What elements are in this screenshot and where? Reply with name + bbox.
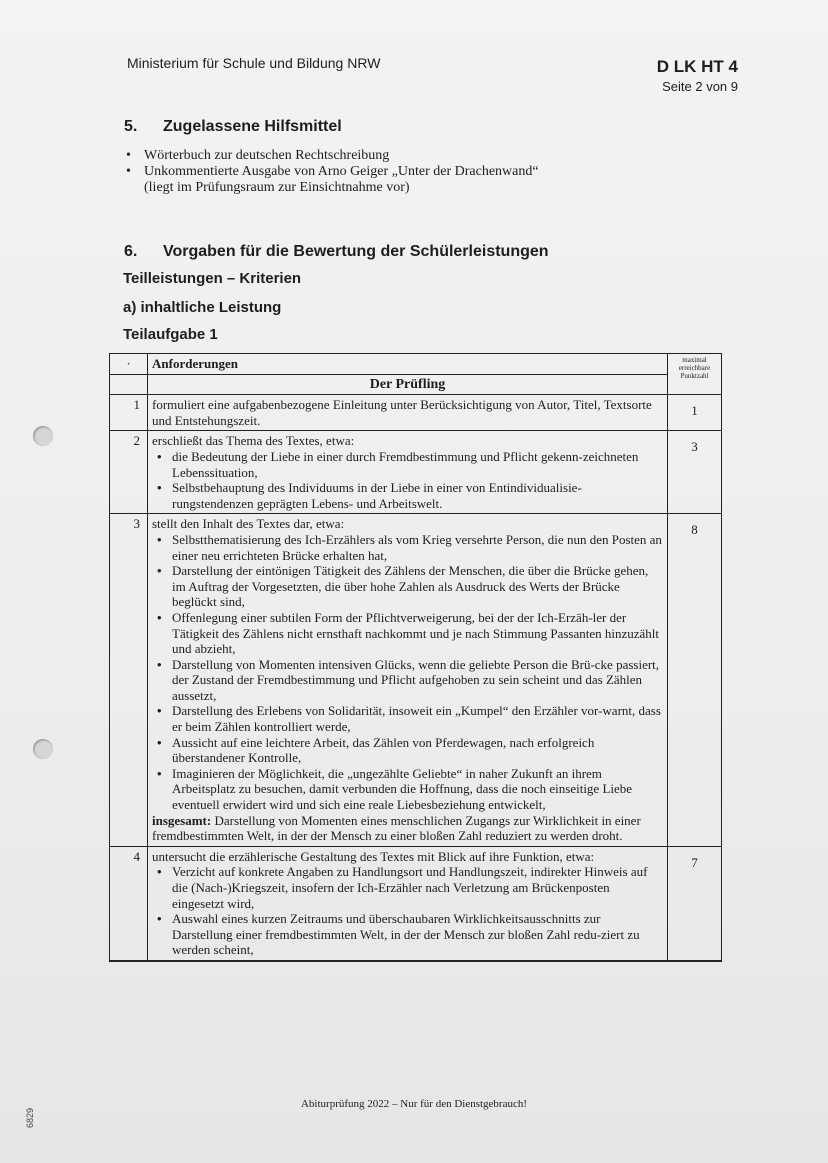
criterion-bullets xyxy=(152,864,663,958)
criterion-intro: untersucht die erzählerische Gestaltung des Textes mit Blick auf ihre Funktion, etwa: xyxy=(152,848,595,864)
table-row xyxy=(110,846,722,961)
criterion-bullet: • Verzicht auf konkrete Angaben zu Handlungsort und Handlungszeit, indirekter Hinweis auf die (Nach-)Kriegszeit, insofern der Ich-Erzähler nach Verletzung am Brückenposten eingesetzt wird, xyxy=(152,864,663,911)
section-5-title: Zugelassene Hilfsmittel xyxy=(163,118,342,135)
criterion-bullet: • Offenlegung einer subtilen Form der Pflichtverweigerung, bei der der Ich-Erzäh-ler der Tätigkeit des Zählens nicht ernsthaft nachkommt und je nach Stimmung Passanten hinzuzählt und abzieht, xyxy=(152,610,663,657)
section-6-title: Vorgaben für die Bewertung der Schülerleistungen xyxy=(163,243,549,260)
section-6-number: 6. xyxy=(124,243,138,260)
page-footer: Abiturprüfung 2022 – Nur für den Dienstgebrauch! xyxy=(300,1098,528,1110)
row-criterion xyxy=(148,514,668,846)
summary-label: insgesamt: xyxy=(152,812,212,828)
criterion-bullet: • Aussicht auf eine leichtere Arbeit, das Zählen von Pferdewagen, nach erfolgreich überstandener Kontrolle, xyxy=(152,735,663,766)
row-criterion xyxy=(148,846,668,961)
subheading-task: Teilaufgabe 1 xyxy=(123,326,218,343)
criterion-bullet: • Darstellung von Momenten intensiven Glücks, wenn die geliebte Person die Brü-cke passiert, der Zustand der Fremdbestimmung und Pflicht aufgehoben zu sein scheint und das Zählen aussetzt, xyxy=(152,657,663,704)
row-number: 3 xyxy=(110,514,148,846)
section-6-heading xyxy=(124,243,549,261)
criterion-bullet: • Darstellung der eintönigen Tätigkeit des Zählens der Menschen, die über die Brücke gehen, im Auftrag der Vorgesetzten, die über hohe Zahlen als Ausdruck des Werts der Brücke beglückt sind, xyxy=(152,563,663,610)
criteria-table xyxy=(109,353,722,962)
section-5-heading xyxy=(124,118,342,136)
aids-item: • Wörterbuch zur deutschen Rechtschreibung xyxy=(124,148,539,164)
table-header-row xyxy=(110,354,722,375)
row-points: 7 xyxy=(668,846,722,961)
criterion-bullet: • Selbstbehauptung des Individuums in der Liebe in einer von Entindividualisie-rungstendenzen geprägten Lebens- und Arbeitswelt. xyxy=(152,480,663,511)
row-points: 3 xyxy=(668,431,722,514)
table-subheader-row xyxy=(110,374,722,395)
subheading-content: a) inhaltliche Leistung xyxy=(123,299,282,316)
criterion-intro: stellt den Inhalt des Textes dar, etwa: xyxy=(152,516,345,532)
punch-hole xyxy=(33,739,53,759)
criterion-text: formuliert eine aufgabenbezogene Einleitung unter Berücksichtigung von Autor, Titel, Textsorte und Entstehungszeit. xyxy=(152,397,652,428)
table-row xyxy=(110,514,722,846)
criterion-bullet: • die Bedeutung der Liebe in einer durch Fremdbestimmung und Pflicht gekenn-zeichneten Lebenssituation, xyxy=(152,449,663,480)
row-number: 1 xyxy=(110,395,148,431)
criterion-intro: erschließt das Thema des Textes, etwa: xyxy=(152,433,355,449)
aids-item-note: (liegt im Prüfungsraum zur Einsichtnahme vor) xyxy=(144,180,410,195)
criterion-summary xyxy=(152,813,663,844)
criterion-bullet: • Darstellung des Erlebens von Solidarität, insoweit ein „Kumpel“ den Erzähler vor-warnt, dass er beim Zählen kontrolliert werde, xyxy=(152,703,663,734)
header-max-points: maximal erreichbare Punktzahl xyxy=(668,354,722,395)
aids-item: • Unkommentierte Ausgabe von Arno Geiger „Unter der Drachenwand“ xyxy=(124,164,539,180)
table-row xyxy=(110,395,722,431)
header-requirements: Anforderungen xyxy=(148,354,668,375)
row-criterion xyxy=(148,431,668,514)
exam-code: D LK HT 4 xyxy=(656,57,738,76)
criterion-bullet: • Imaginieren der Möglichkeit, die „ungezählte Geliebte“ in naher Zukunft an ihrem Arbeitsplatz zu besuchen, damit verbunden die Hoffnung, dass die noch einseitige Liebe eventuell erwidert wird und sich eine reale Liebesbeziehung entwickelt, xyxy=(152,766,663,813)
criterion-bullet: • Auswahl eines kurzen Zeitraums und überschaubaren Wirklichkeitsausschnitts zur Darstellung einer fremdbestimmten Welt, in der der Mensch zur bloßen Zahl redu-ziert zu werden scheint, xyxy=(152,911,663,958)
table-row xyxy=(110,431,722,514)
criterion-bullets xyxy=(152,532,663,813)
page-number: Seite 2 von 9 xyxy=(662,79,738,94)
section-5-number: 5. xyxy=(124,118,138,135)
header-dot: · xyxy=(110,354,148,375)
aids-list xyxy=(124,148,539,196)
row-criterion xyxy=(148,395,668,431)
subheading-criteria: Teilleistungen – Kriterien xyxy=(123,270,302,287)
row-points: 1 xyxy=(668,395,722,431)
ministry-name: Ministerium für Schule und Bildung NRW xyxy=(127,55,381,71)
header-pupil: Der Prüfling xyxy=(148,374,668,395)
subheader-empty xyxy=(110,374,148,395)
criterion-bullets xyxy=(152,449,663,511)
punch-hole xyxy=(33,426,53,446)
row-number: 4 xyxy=(110,846,148,961)
side-code: 6829 xyxy=(25,1107,35,1128)
row-number: 2 xyxy=(110,431,148,514)
criterion-bullet: • Selbstthematisierung des Ich-Erzählers als vom Krieg versehrte Person, die nun den Posten an einer neu errichteten Brücke erhalten hat, xyxy=(152,532,663,563)
summary-text: Darstellung von Momenten eines menschlichen Zugangs zur Wirklichkeit in einer fremdbestimmten Welt, in der der Mensch zu einer bloßen Zahl reduziert zu werden droht. xyxy=(152,812,641,844)
row-points: 8 xyxy=(668,514,722,846)
